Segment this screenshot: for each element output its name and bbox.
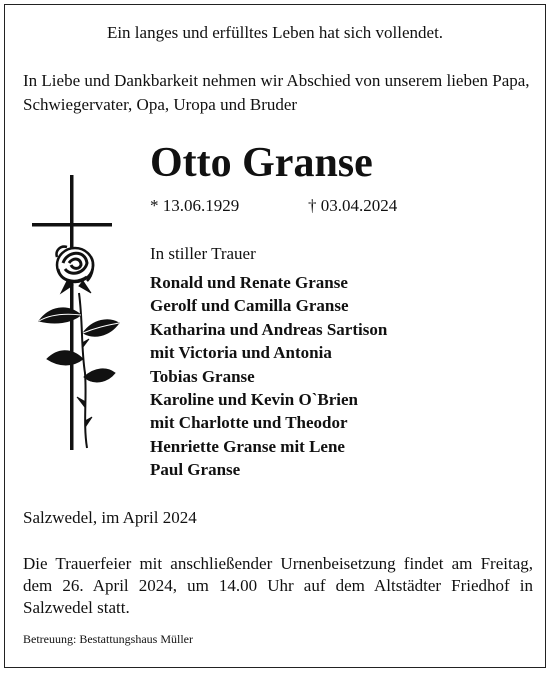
mourner: mit Charlotte und Theodor: [150, 413, 348, 433]
deceased-name: Otto Granse: [150, 140, 373, 186]
cross-with-rose-icon: [27, 173, 127, 463]
mourner: Katharina und Andreas Sartison: [150, 319, 388, 339]
mourner: Henriette Granse mit Lene: [150, 436, 345, 456]
mourning-label: In stiller Trauer: [150, 244, 256, 263]
obituary-notice: [4, 4, 546, 668]
intro-line: Ein langes und erfülltes Leben hat sich vollendet.: [106, 23, 444, 42]
farewell-text: In Liebe und Dankbarkeit nehmen wir Abschied von unserem lieben Papa, Schwiegervater, Opa, Uropa und Bruder: [23, 71, 530, 114]
mourner: Paul Granse: [150, 460, 241, 480]
mourner: Tobias Granse: [150, 366, 255, 386]
funeral-service-text: Die Trauerfeier mit anschließender Urnenbeisetzung findet am Freitag, dem 26. April 2024, um 14.00 Uhr auf dem Altstädter Friedhof in Salzwedel statt.: [23, 554, 533, 617]
mourner: Ronald und Renate Granse: [150, 273, 348, 292]
death-date: † 03.04.2024: [308, 196, 398, 215]
life-dates: [150, 195, 398, 217]
mourner: mit Victoria und Antonia: [150, 343, 332, 363]
undertaker-credit: Betreuung: Bestattungshaus Müller: [23, 632, 193, 646]
place-date: Salzwedel, im April 2024: [23, 508, 197, 527]
mourner: Karoline und Kevin O`Brien: [150, 390, 358, 410]
mourners-list: [150, 271, 387, 482]
birth-date: * 13.06.1929: [150, 196, 240, 215]
mourner: Gerolf und Camilla Granse: [150, 296, 349, 316]
